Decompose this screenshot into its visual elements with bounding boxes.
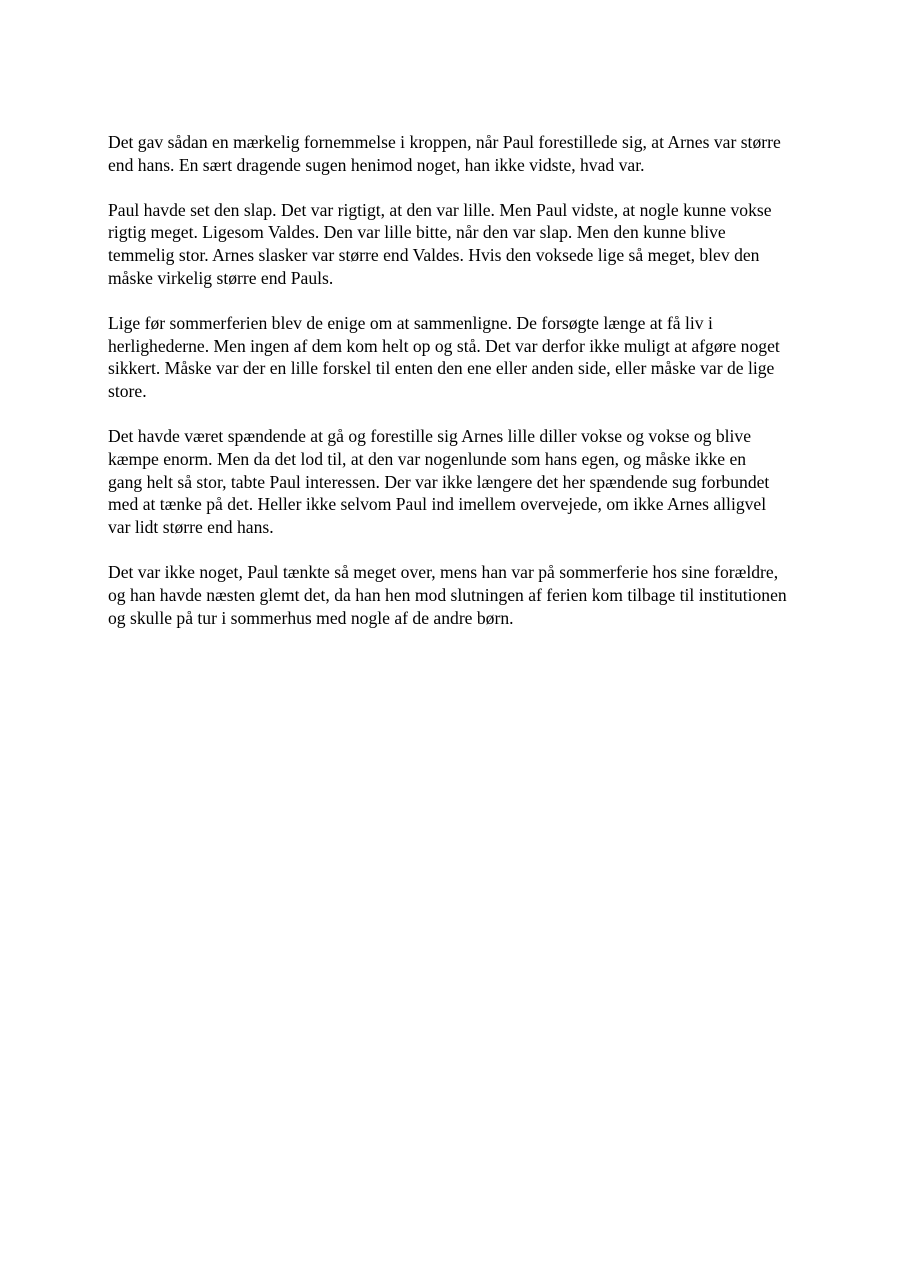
text-line: rigtig meget. Ligesom Valdes. Den var lille bitte, når den var slap. Men den kunne blive: [108, 222, 726, 243]
text-line: Det gav sådan en mærkelig fornemmelse i kroppen, når Paul forestillede sig, at Arnes var større: [108, 132, 781, 152]
text-line: sikkert. Måske var der en lille forskel til enten den ene eller anden side, eller måske var de lige: [108, 358, 775, 379]
text-line: Lige før sommerferien blev de enige om at sammenligne. De forsøgte længe at få liv i: [108, 312, 713, 333]
text-line: Det havde været spændende at gå og forestille sig Arnes lille diller vokse og vokse og blive: [108, 425, 752, 446]
paragraph-5: [108, 561, 808, 629]
text-line: herlighederne. Men ingen af dem kom helt op og stå. Det var derfor ikke muligt at afgøre noget: [108, 335, 780, 356]
paragraph-3: [108, 312, 808, 403]
text-line: gang helt så stor, tabte Paul interessen. Der var ikke længere det her spændende sug forbundet: [108, 471, 770, 492]
text-line: måske virkelig større end Pauls.: [108, 267, 334, 288]
text-line: med at tænke på det. Heller ikke selvom Paul ind imellem overvejede, om ikke Arnes alligvel: [108, 494, 767, 515]
text-line: var lidt større end hans.: [108, 517, 274, 538]
paragraph-2: [108, 199, 808, 290]
document-body: [108, 131, 808, 651]
text-line: kæmpe enorm. Men da det lod til, at den var nogenlunde som hans egen, og måske ikke en: [108, 448, 747, 469]
text-line: temmelig stor. Arnes slasker var større end Valdes. Hvis den voksede lige så meget, blev den: [108, 245, 760, 266]
text-line: og skulle på tur i sommerhus med nogle af de andre børn.: [108, 607, 514, 628]
paragraph-1: [108, 131, 808, 177]
text-line: og han havde næsten glemt det, da han hen mod slutningen af ferien kom tilbage til institutionen: [108, 584, 787, 605]
text-line: store.: [108, 381, 147, 402]
text-line: Det var ikke noget, Paul tænkte så meget over, mens han var på sommerferie hos sine forældre,: [108, 561, 779, 582]
text-line: end hans. En sært dragende sugen henimod noget, han ikke vidste, hvad var.: [108, 154, 645, 175]
text-line: Paul havde set den slap. Det var rigtigt, at den var lille. Men Paul vidste, at nogle kunne vokse: [108, 199, 772, 220]
paragraph-4: [108, 425, 808, 539]
